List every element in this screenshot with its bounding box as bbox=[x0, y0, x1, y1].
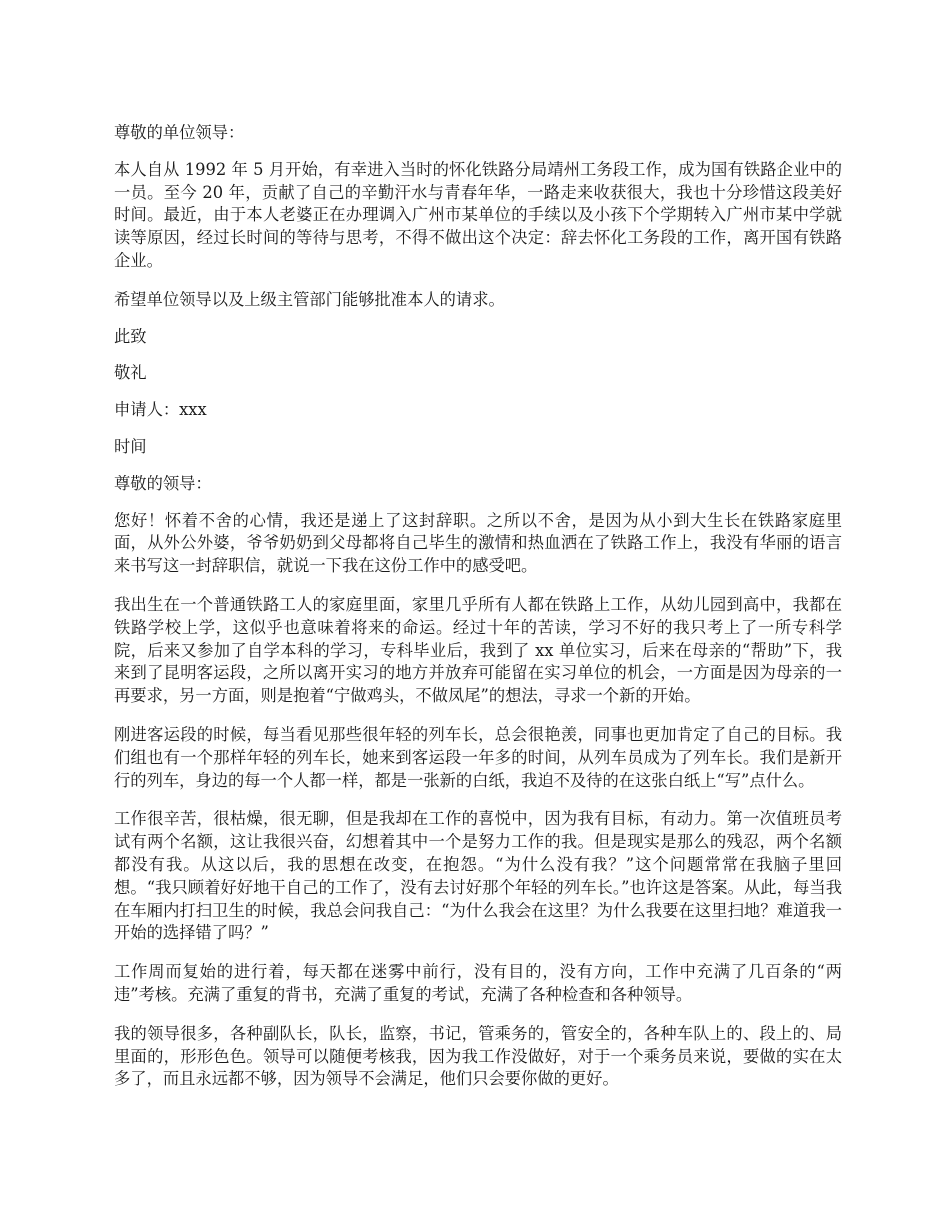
salutation-unit-leader: 尊敬的单位领导： bbox=[114, 123, 245, 142]
closing-cizhi: 此致 bbox=[114, 326, 147, 346]
letter-paragraph-1: 您好！怀着不舍的心情，我还是递上了这封辞职。之所以不舍，是因为从小到大生长在铁路家庭里面，从外公外婆，爷爷奶奶到父母都将自己毕生的激情和热血洒在了铁路工作上，我没有华丽的语言来书写这一封辞职信，就说一下我在这份工作中的感受吧。 bbox=[114, 510, 842, 576]
letter-body bbox=[114, 122, 842, 1107]
request-paragraph: 希望单位领导以及上级主管部门能够批准本人的请求。 bbox=[114, 289, 505, 309]
letter-paragraph-2: 我出生在一个普通铁路工人的家庭里面，家里几乎所有人都在铁路上工作，从幼儿园到高中，我都在铁路学校上学，这似乎也意味着将来的命运。经过十年的苦读，学习不好的我只考上了一所专科学院，后来又参加了自学本科的学习，专科毕业后，我到了 xx 单位实习，后来在母亲的“帮助”下，我来到了昆明客运段，之所以离开实习的地方并放弃可能留在实习单位的机会，一方面是因为母亲的一再要求，另一方面，则是抱着“宁做鸡头，不做凤尾”的想法，寻求一个新的开始。 bbox=[114, 594, 842, 706]
letter-paragraph-6: 我的领导很多，各种副队长，队长，监察，书记，管乘务的，管安全的，各种车队上的、段上的、局里面的，形形色色。领导可以随便考核我，因为我工作没做好，对于一个乘务员来说，要做的实在太多了，而且永远都不够，因为领导不会满足，他们只会要你做的更好。 bbox=[114, 1023, 842, 1089]
applicant-line: 申请人：xxx bbox=[114, 400, 207, 420]
letter-paragraph-3: 刚进客运段的时候，每当看见那些很年轻的列车长，总会很艳羡，同事也更加肯定了自己的目标。我们组也有一个那样年轻的列车长，她来到客运段一年多的时间，从列车员成为了列车长。我们是新开行的列车，身边的每一个人都一样，都是一张新的白纸，我迫不及待的在这张白纸上“写”点什么。 bbox=[114, 724, 842, 790]
salutation-leader: 尊敬的领导： bbox=[114, 473, 212, 493]
letter-paragraph-4: 工作很辛苦，很枯燥，很无聊，但是我却在工作的喜悦中，因为我有目标，有动力。第一次值班员考试有两个名额，这让我很兴奋，幻想着其中一个是努力工作的我。但是现实是那么的残忍，两个名额都没有我。从这以后，我的思想在改变，在抱怨。“为什么没有我？”这个问题常常在我脑子里回想。“我只顾着好好地干自己的工作了，没有去讨好那个年轻的列车长。”也许这是答案。从此，每当我在车厢内打扫卫生的时候，我总会问我自己：“为什么我会在这里？为什么我要在这里扫地？难道我一开始的选择错了吗？” bbox=[114, 809, 842, 943]
date-line: 时间 bbox=[114, 436, 147, 456]
letter-paragraph-5: 工作周而复始的进行着，每天都在迷雾中前行，没有目的，没有方向，工作中充满了几百条的“两违”考核。充满了重复的背书，充满了重复的考试，充满了各种检查和各种领导。 bbox=[114, 962, 842, 1004]
closing-jingli: 敬礼 bbox=[114, 363, 147, 383]
resignation-paragraph-1: 本人自从 1992 年 5 月开始，有幸进入当时的怀化铁路分局靖州工务段工作，成为国有铁路企业中的一员。至今 20 年，贡献了自己的辛勤汗水与青春年华，一路走来收获很大，我也十分珍惜这段美好时间。最近，由于本人老婆正在办理调入广州市某单位的手续以及小孩下个学期转入广州市某中学就读等原因，经过长时间的等待与思考，不得不做出这个决定：辞去怀化工务段的工作，离开国有铁路企业。 bbox=[114, 159, 842, 270]
